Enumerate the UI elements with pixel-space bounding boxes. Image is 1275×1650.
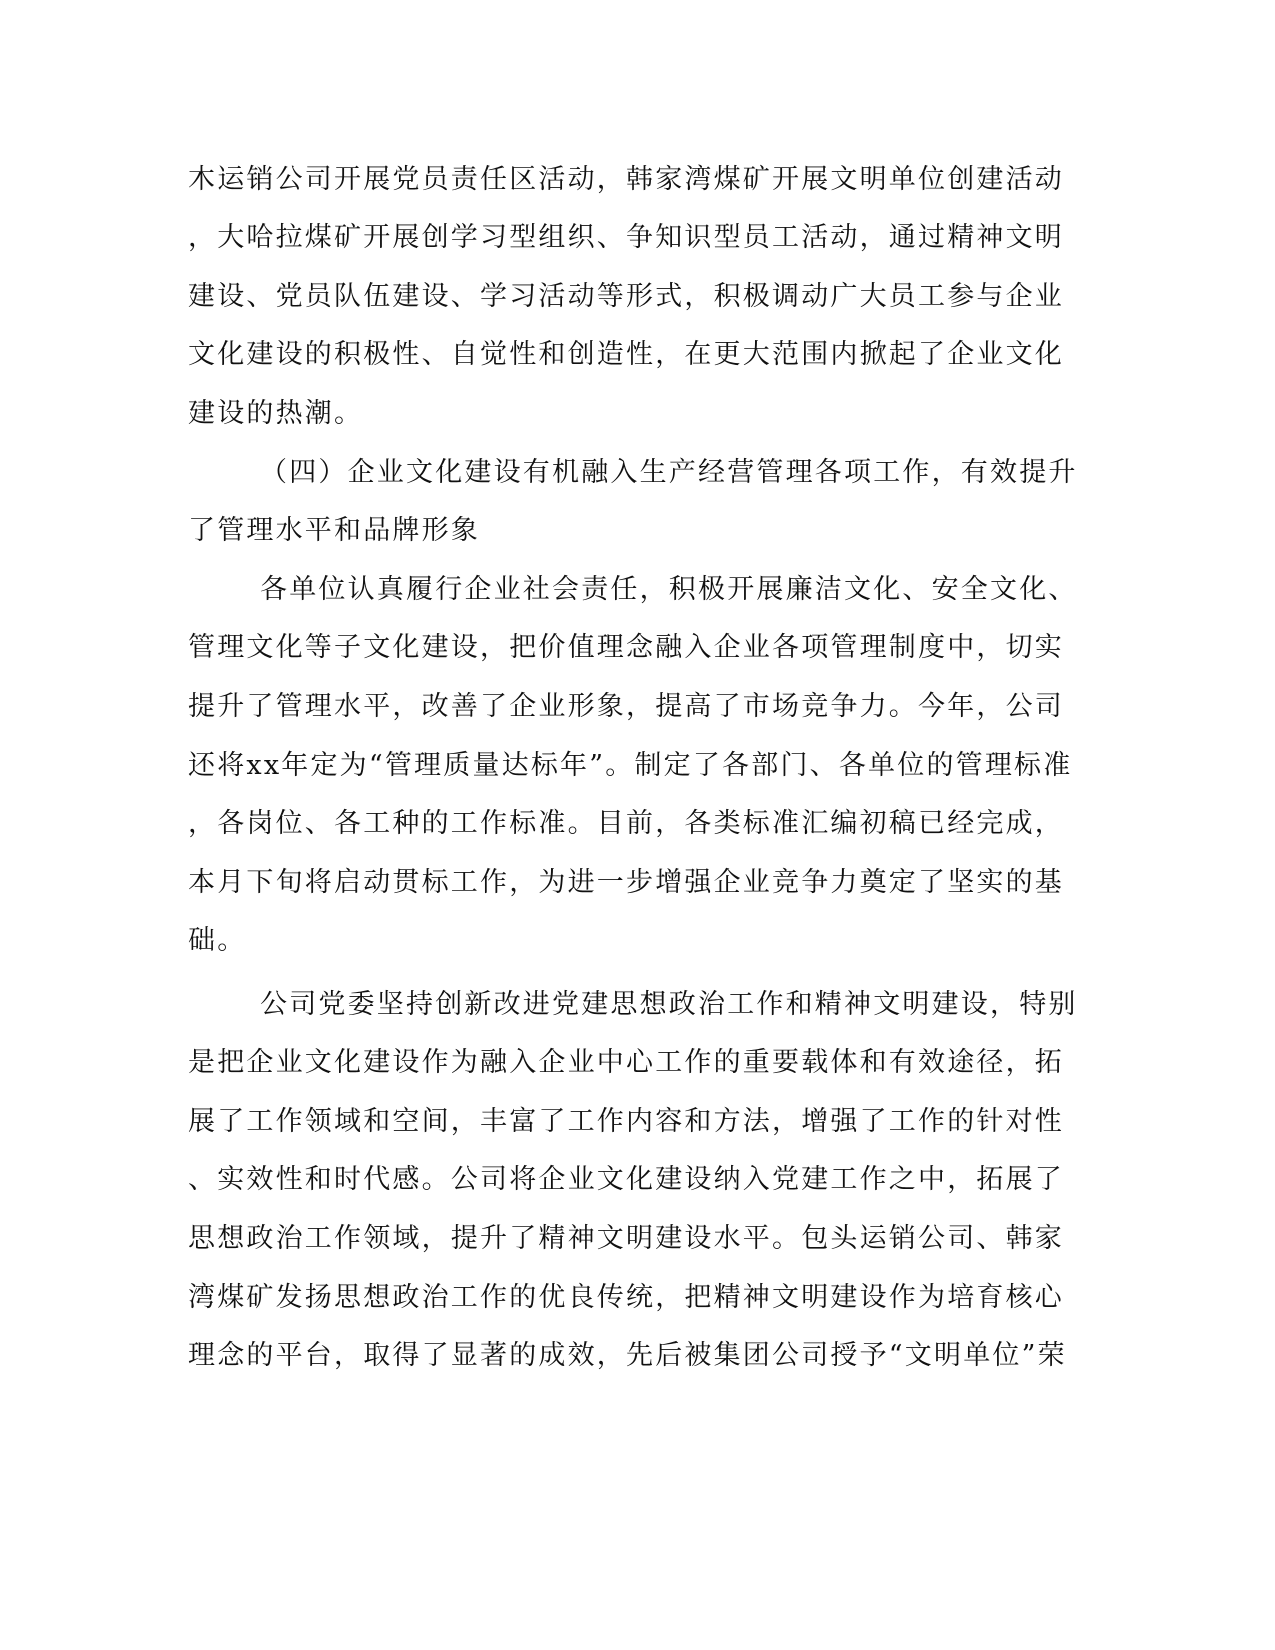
section-heading-continued: 了管理水平和品牌形象: [188, 515, 480, 546]
text-line: 还将xx年定为“管理质量达标年”。制定了各部门、各单位的管理标准: [188, 750, 1073, 781]
text-line: 公司党委坚持创新改进党建思想政治工作和精神文明建设，特别: [260, 989, 1078, 1020]
text-line: 各单位认真履行企业社会责任，积极开展廉洁文化、安全文化、: [260, 574, 1078, 605]
text-line: 建设的热潮。: [188, 398, 364, 429]
text-line: 、实效性和时代感。公司将企业文化建设纳入党建工作之中，拓展了: [188, 1164, 1064, 1195]
text-line: ，大哈拉煤矿开展创学习型组织、争知识型员工活动，通过精神文明: [188, 222, 1064, 253]
text-line: 文化建设的积极性、自觉性和创造性，在更大范围内掀起了企业文化: [188, 339, 1064, 370]
text-line: 展了工作领域和空间，丰富了工作内容和方法，增强了工作的针对性: [188, 1106, 1064, 1137]
text-line: 础。: [188, 925, 247, 956]
text-line: 理念的平台，取得了显著的成效，先后被集团公司授予“文明单位”荣: [188, 1340, 1067, 1371]
text-line: 是把企业文化建设作为融入企业中心工作的重要载体和有效途径，拓: [188, 1047, 1064, 1078]
text-line: 思想政治工作领域，提升了精神文明建设水平。包头运销公司、韩家: [188, 1223, 1064, 1254]
text-line: 提升了管理水平，改善了企业形象，提高了市场竞争力。今年，公司: [188, 691, 1064, 722]
section-heading: （四）企业文化建设有机融入生产经营管理各项工作，有效提升: [260, 457, 1078, 488]
text-line: 建设、党员队伍建设、学习活动等形式，积极调动广大员工参与企业: [188, 281, 1064, 312]
text-line: 木运销公司开展党员责任区活动，韩家湾煤矿开展文明单位创建活动: [188, 164, 1064, 195]
text-line: 管理文化等子文化建设，把价值理念融入企业各项管理制度中，切实: [188, 632, 1064, 663]
text-line: ，各岗位、各工种的工作标准。目前，各类标准汇编初稿已经完成，: [188, 808, 1064, 839]
text-line: 本月下旬将启动贯标工作，为进一步增强企业竞争力奠定了坚实的基: [188, 867, 1064, 898]
text-line: 湾煤矿发扬思想政治工作的优良传统，把精神文明建设作为培育核心: [188, 1282, 1064, 1313]
